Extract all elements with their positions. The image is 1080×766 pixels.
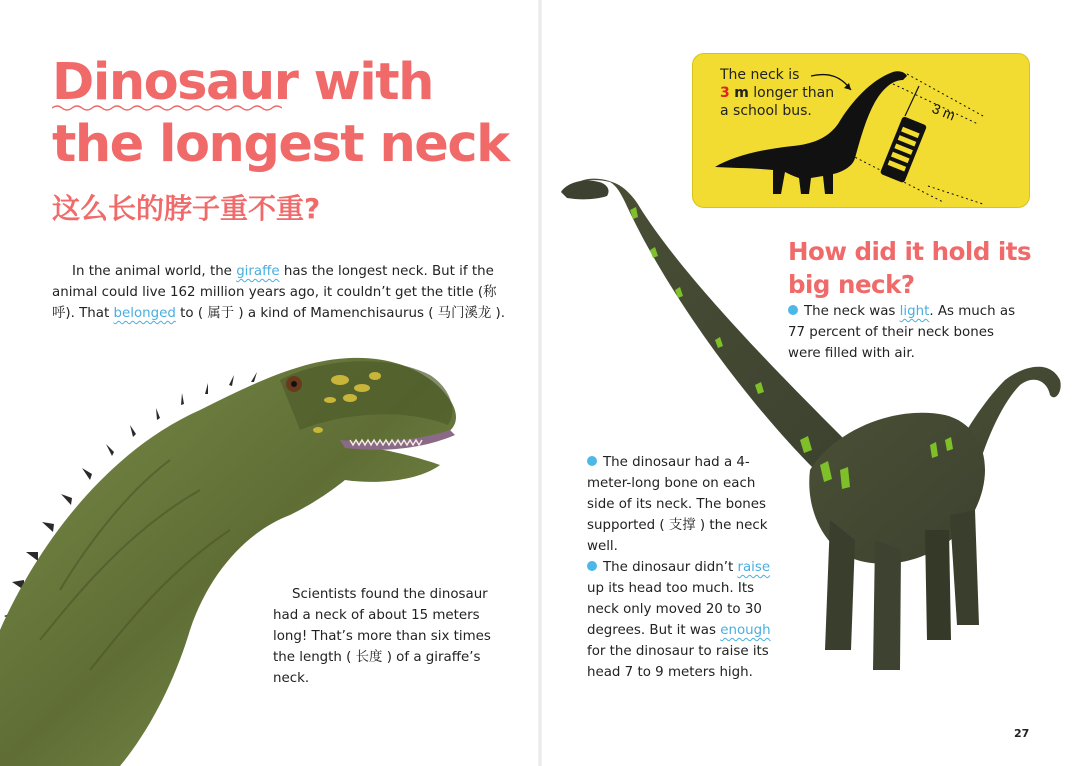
dinosaur-head-illustration [0, 340, 470, 766]
raise-text-1: The dinosaur didn’t [603, 560, 738, 575]
raise-text-2: up its head too much. Its neck only moved 20 to 30 degrees. But it was [587, 581, 762, 638]
bullet-icon [587, 561, 597, 571]
callout-unit: m [734, 85, 749, 101]
callout-number: 3 [720, 85, 730, 101]
chinese-subtitle: 这么长的脖子重不重? [52, 192, 321, 225]
light-text-2: . As much as 77 percent of their neck bones were filled with air. [788, 304, 1016, 361]
bone-and-raise-bullets [587, 452, 782, 683]
intro-text-3: to ( 属于 ) a kind of Mamenchisaurus ( 马门溪龙 ). [175, 306, 505, 321]
keyword-raise: raise [737, 560, 771, 575]
page-spine [538, 0, 542, 766]
intro-text-2: has the longest neck. But if the animal could live 162 million years ago, it couldn’t get the title (称呼). That [52, 264, 497, 321]
intro-paragraph [52, 261, 514, 324]
measure-label: 3 m [929, 99, 958, 124]
keyword-giraffe: giraffe [236, 264, 280, 279]
title-squiggle [52, 104, 282, 112]
intro-text-1: In the animal world, the [72, 264, 237, 279]
keyword-enough: enough [720, 623, 771, 638]
raise-text-3: for the dinosaur to raise its head 7 to 9 meters high. [587, 644, 769, 680]
section-heading: How did it hold its big neck? [788, 237, 1032, 299]
scientists-paragraph: Scientists found the dinosaur had a neck of about 15 meters long! That’s more than six times the length ( 长度 ) of a giraffe’s neck. [273, 587, 491, 686]
bone-text: The dinosaur had a 4-meter-long bone on each side of its neck. The bones supported ( 支撑 ) the neck well. [587, 455, 768, 554]
callout-line-1: The neck is [720, 67, 800, 83]
keyword-light: light [899, 304, 930, 319]
page-number: 27 [1014, 727, 1030, 740]
bullet-icon [587, 456, 597, 466]
page-title: Dinosaur with the longest neck [52, 53, 509, 174]
keyword-belonged: belonged [113, 306, 176, 321]
callout-rest: longer than a school bus. [720, 85, 835, 119]
light-text-1: The neck was [804, 304, 900, 319]
